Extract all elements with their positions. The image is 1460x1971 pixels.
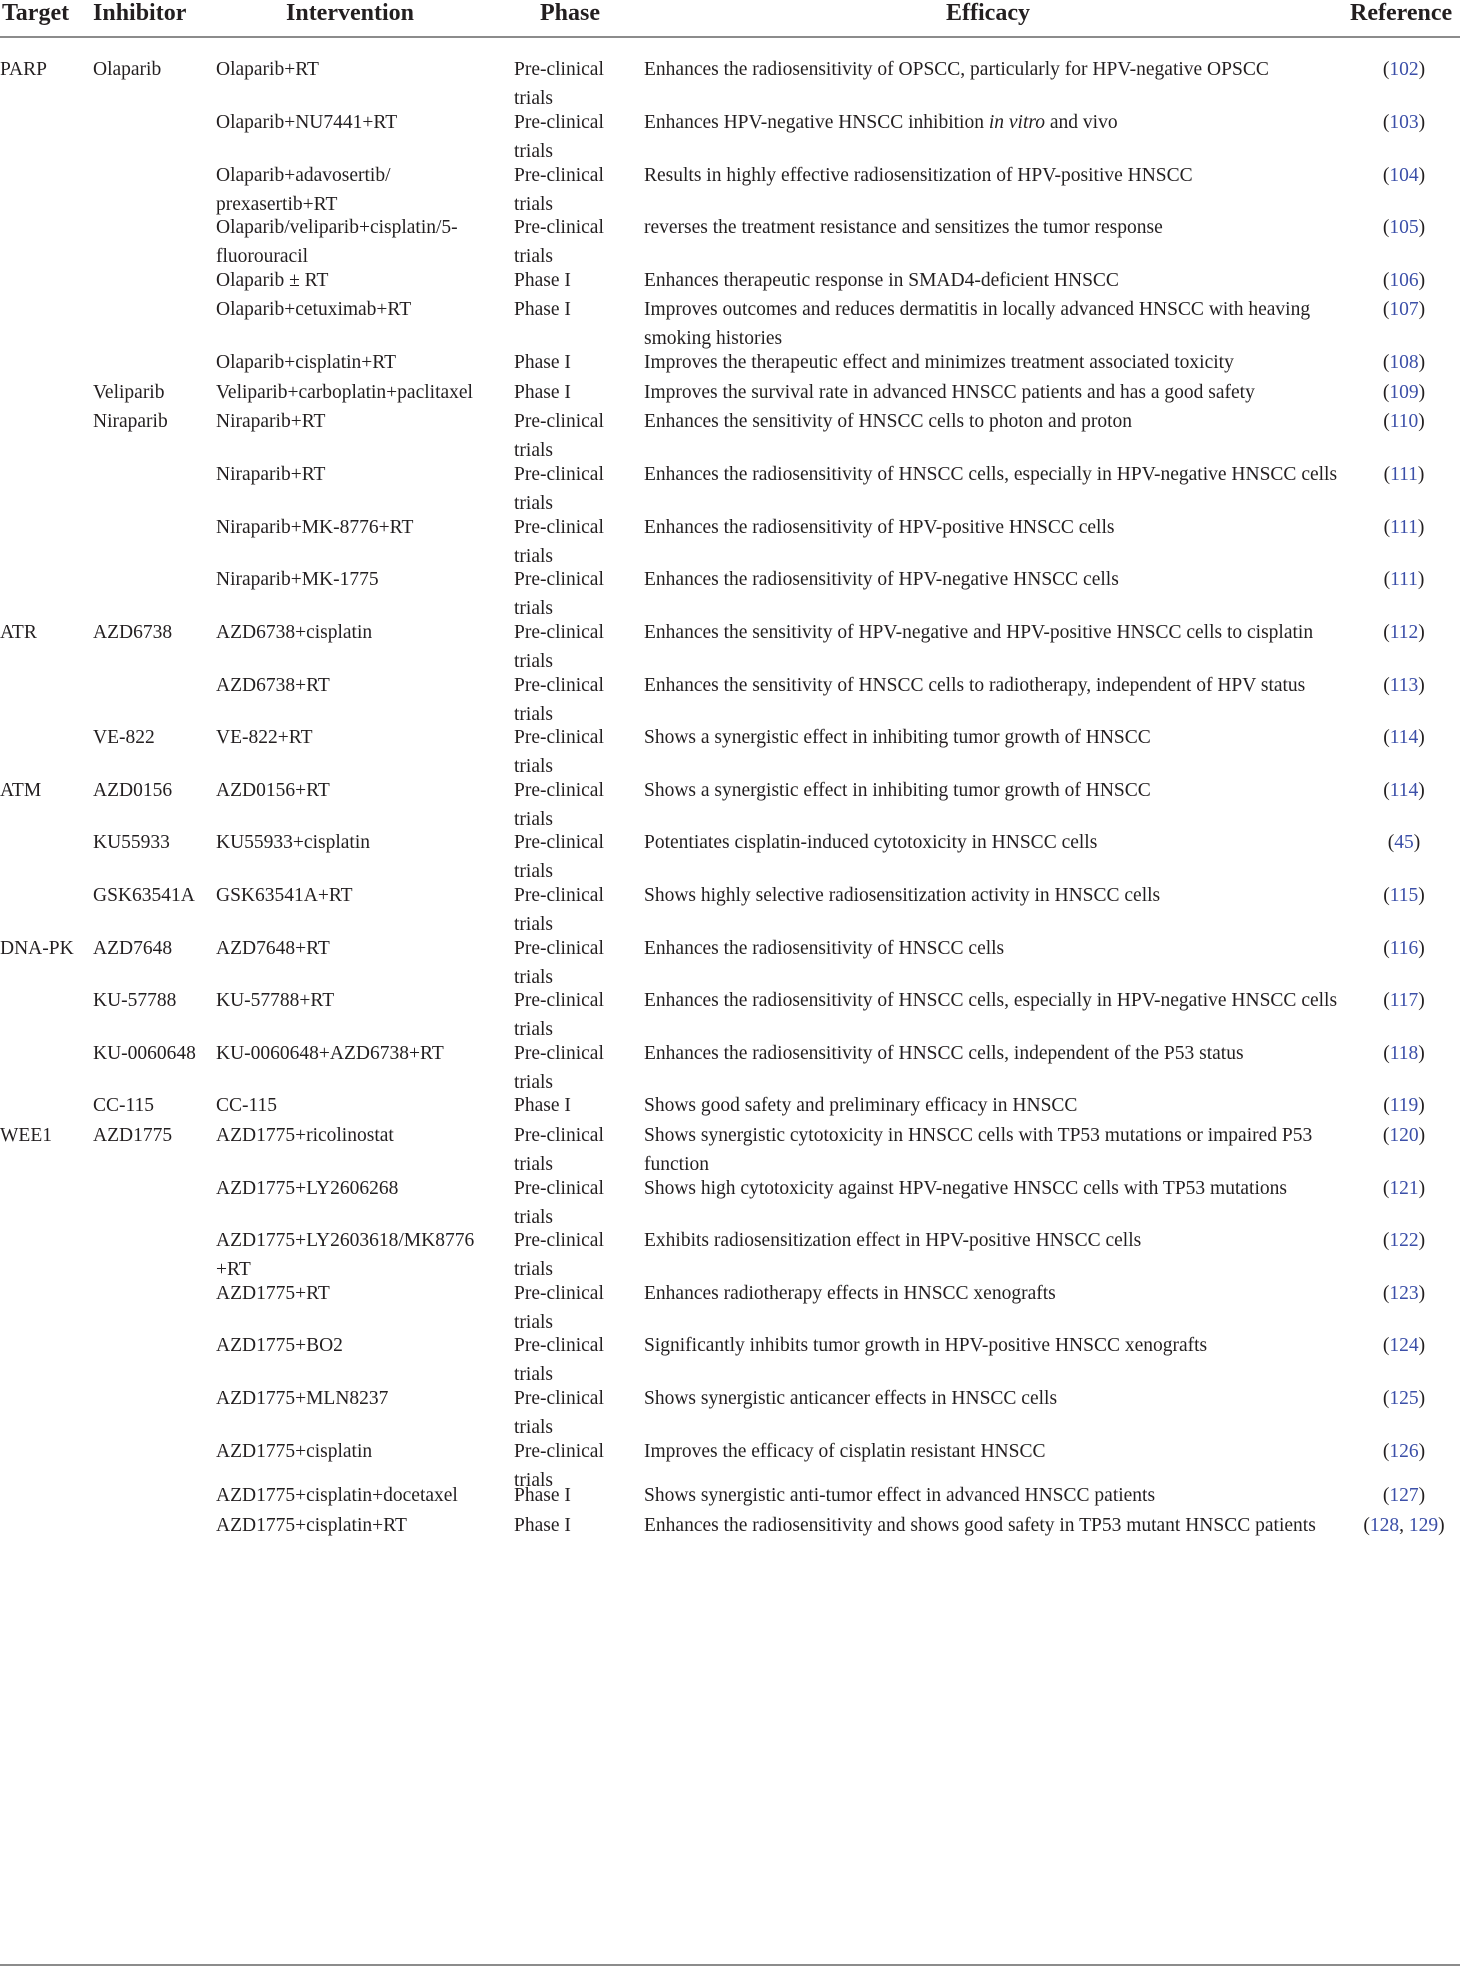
- reference-link[interactable]: 121: [1389, 1178, 1419, 1199]
- efficacy-cell-text: Enhances the sensitivity of HPV-negative and HPV-positive HNSCC cells to cisplatin: [644, 622, 1314, 643]
- phase-cell-text: Phase I: [514, 1485, 571, 1506]
- phase-cell-text: Pre-clinical trials: [514, 885, 604, 935]
- phase-cell: [514, 723, 634, 781]
- reference-link[interactable]: 119: [1389, 1095, 1419, 1116]
- intervention-cell: [216, 565, 506, 594]
- inhibitor-cell-text: Niraparib: [93, 411, 168, 432]
- efficacy-cell: [644, 1091, 1344, 1120]
- inhibitor-cell: [93, 378, 211, 407]
- intervention-cell: [216, 55, 506, 84]
- reference-cell: (121): [1382, 1178, 1426, 1199]
- reference-cell: (118): [1383, 1043, 1425, 1064]
- efficacy-cell-text: Enhances radiotherapy effects in HNSCC xenografts: [644, 1283, 1056, 1304]
- intervention-cell: [216, 1331, 506, 1360]
- header-phase: Phase: [540, 0, 600, 26]
- reference-cell: (115): [1383, 885, 1425, 906]
- efficacy-cell-text: Enhances the radiosensitivity of HPV-positive HNSCC cells: [644, 517, 1115, 538]
- efficacy-cell: [644, 565, 1344, 594]
- inhibitor-cell-text: CC-115: [93, 1095, 155, 1116]
- reference-cell: (106): [1382, 270, 1426, 291]
- intervention-cell: [216, 934, 506, 963]
- inhibitor-cell-text: KU-0060648: [93, 1043, 196, 1064]
- efficacy-cell-text: Shows high cytotoxicity against HPV-negative HNSCC cells with TP53 mutations: [644, 1178, 1287, 1199]
- reference-link[interactable]: 127: [1389, 1485, 1419, 1506]
- efficacy-cell: [644, 1511, 1344, 1540]
- phase-cell: [514, 55, 634, 113]
- reference-link[interactable]: 111: [1390, 464, 1418, 485]
- reference-link[interactable]: 128: [1369, 1515, 1400, 1536]
- efficacy-cell-text: Enhances the radiosensitivity of HNSCC cells, especially in HPV-negative HNSCC cells: [644, 990, 1338, 1011]
- efficacy-cell: [644, 348, 1344, 377]
- efficacy-cell-text: Enhances the radiosensitivity of OPSCC, particularly for HPV-negative OPSCC: [644, 59, 1269, 80]
- efficacy-cell: [644, 1039, 1344, 1068]
- intervention-cell: [216, 378, 506, 407]
- header-intervention: Intervention: [286, 0, 414, 26]
- efficacy-cell-text: Enhances the radiosensitivity and shows good safety in TP53 mutant HNSCC patients: [644, 1515, 1316, 1536]
- intervention-cell: [216, 1174, 506, 1203]
- inhibitor-cell: [93, 776, 211, 805]
- intervention-cell: [216, 881, 506, 910]
- intervention-cell-text: KU-57788+RT: [216, 990, 335, 1011]
- intervention-cell: [216, 776, 506, 805]
- phase-cell-text: Pre-clinical trials: [514, 938, 604, 988]
- phase-cell: [514, 295, 634, 324]
- inhibitor-cell-text: VE-822: [93, 727, 155, 748]
- phase-cell: [514, 1481, 634, 1510]
- efficacy-cell: [644, 618, 1344, 647]
- intervention-cell: [216, 723, 506, 752]
- phase-cell-text: Pre-clinical trials: [514, 780, 604, 830]
- target-cell-text: ATR: [0, 622, 37, 643]
- intervention-cell: [216, 161, 506, 219]
- efficacy-cell-text: Significantly inhibits tumor growth in HPV-positive HNSCC xenografts: [644, 1335, 1208, 1356]
- intervention-cell: [216, 266, 506, 295]
- reference-link[interactable]: 123: [1389, 1283, 1419, 1304]
- inhibitor-cell-text: AZD7648: [93, 938, 173, 959]
- phase-cell: [514, 565, 634, 623]
- efficacy-cell-text: Enhances the radiosensitivity of HNSCC cells, especially in HPV-negative HNSCC cells: [644, 464, 1338, 485]
- efficacy-cell: [644, 55, 1344, 84]
- intervention-cell: [216, 295, 506, 324]
- reference-link[interactable]: 45: [1394, 832, 1414, 853]
- phase-cell: [514, 1091, 634, 1120]
- intervention-cell-text: Olaparib/veliparib+cisplatin/5-fluorouracil: [216, 217, 458, 267]
- intervention-cell-text: Olaparib+NU7441+RT: [216, 112, 398, 133]
- efficacy-cell-text: Enhances the radiosensitivity of HNSCC cells, independent of the P53 status: [644, 1043, 1244, 1064]
- efficacy-cell: [644, 407, 1344, 436]
- phase-cell: [514, 213, 634, 271]
- phase-cell: [514, 407, 634, 465]
- reference-link[interactable]: 103: [1389, 112, 1419, 133]
- phase-cell-text: Pre-clinical trials: [514, 59, 604, 109]
- intervention-cell-text: Olaparib+RT: [216, 59, 319, 80]
- reference-link[interactable]: 104: [1389, 165, 1419, 186]
- inhibitor-cell: [93, 1121, 211, 1150]
- intervention-cell: [216, 1226, 506, 1284]
- intervention-cell-text: AZD1775+cisplatin+RT: [216, 1515, 407, 1536]
- inhibitor-cell: [93, 828, 211, 857]
- efficacy-cell-text: Shows good safety and preliminary efficacy in HNSCC: [644, 1095, 1078, 1116]
- reference-link[interactable]: 113: [1389, 675, 1419, 696]
- reference-link[interactable]: 107: [1389, 299, 1419, 320]
- intervention-cell: [216, 1121, 506, 1150]
- intervention-cell-text: AZD1775+cisplatin: [216, 1441, 373, 1462]
- inhibitor-cell-text: AZD6738: [93, 622, 173, 643]
- intervention-cell-text: AZD0156+RT: [216, 780, 330, 801]
- target-cell-text: DNA-PK: [0, 938, 74, 959]
- reference-cell: (109): [1382, 382, 1426, 403]
- phase-cell-text: Pre-clinical trials: [514, 569, 604, 619]
- efficacy-cell: [644, 1279, 1344, 1308]
- header-inhibitor: Inhibitor: [93, 0, 187, 26]
- efficacy-cell-text: Improves the survival rate in advanced HNSCC patients and has a good safety: [644, 382, 1255, 403]
- inhibitor-cell: [93, 55, 211, 84]
- intervention-cell-text: Veliparib+carboplatin+paclitaxel: [216, 382, 473, 403]
- reference-link[interactable]: 102: [1389, 59, 1419, 80]
- target-cell: [0, 618, 88, 647]
- reference-cell: (112): [1383, 622, 1425, 643]
- intervention-cell-text: GSK63541A+RT: [216, 885, 353, 906]
- intervention-cell-text: Olaparib+cetuximab+RT: [216, 299, 412, 320]
- efficacy-cell: [644, 1437, 1344, 1466]
- phase-cell: [514, 1279, 634, 1337]
- intervention-cell-text: AZD6738+RT: [216, 675, 330, 696]
- efficacy-cell-text: Shows synergistic cytotoxicity in HNSCC cells with TP53 mutations or impaired P53 function: [644, 1125, 1313, 1175]
- efficacy-cell: [644, 213, 1344, 242]
- phase-cell-text: Pre-clinical trials: [514, 1283, 604, 1333]
- phase-cell: [514, 513, 634, 571]
- efficacy-cell-text: reverses the treatment resistance and sensitizes the tumor response: [644, 217, 1163, 238]
- reference-cell: (127): [1382, 1485, 1426, 1506]
- reference-cell: (122): [1382, 1230, 1426, 1251]
- reference-link[interactable]: 126: [1389, 1441, 1419, 1462]
- reference-cell: (110): [1383, 411, 1425, 432]
- reference-cell: (116): [1383, 938, 1425, 959]
- efficacy-cell: [644, 266, 1344, 295]
- phase-cell: [514, 986, 634, 1044]
- reference-cell: (102): [1382, 59, 1426, 80]
- target-cell-text: PARP: [0, 59, 47, 80]
- efficacy-cell: [644, 828, 1344, 857]
- target-cell: [0, 1121, 88, 1150]
- phase-cell-text: Pre-clinical trials: [514, 622, 604, 672]
- intervention-cell-text: KU55933+cisplatin: [216, 832, 370, 853]
- target-cell: [0, 934, 88, 963]
- phase-cell-text: Pre-clinical trials: [514, 832, 604, 882]
- phase-cell-text: Pre-clinical trials: [514, 1335, 604, 1385]
- phase-cell: [514, 1384, 634, 1442]
- efficacy-cell-text: Improves outcomes and reduces dermatitis in locally advanced HNSCC with heaving smoking histories: [644, 299, 1311, 349]
- reference-cell: (117): [1383, 990, 1425, 1011]
- target-cell-text: WEE1: [0, 1125, 52, 1146]
- phase-cell: [514, 881, 634, 939]
- intervention-cell-text: KU-0060648+AZD6738+RT: [216, 1043, 444, 1064]
- inhibitor-cell: [93, 1039, 211, 1068]
- reference-link[interactable]: 118: [1389, 1043, 1419, 1064]
- phase-cell-text: Pre-clinical trials: [514, 1178, 604, 1228]
- efficacy-cell: [644, 986, 1344, 1015]
- efficacy-cell-text: Enhances HPV-negative HNSCC inhibition: [644, 112, 984, 133]
- reference-link[interactable]: 122: [1389, 1230, 1419, 1251]
- phase-cell-text: Phase I: [514, 352, 571, 373]
- efficacy-cell-text: Improves the therapeutic effect and minimizes treatment associated toxicity: [644, 352, 1234, 373]
- phase-cell: [514, 1331, 634, 1389]
- intervention-cell-text: VE-822+RT: [216, 727, 313, 748]
- phase-cell: [514, 671, 634, 729]
- efficacy-cell: [644, 295, 1344, 353]
- efficacy-cell: [644, 1481, 1344, 1510]
- header-target: Target: [2, 0, 70, 26]
- phase-cell-text: Pre-clinical trials: [514, 1043, 604, 1093]
- target-cell: [0, 55, 88, 84]
- phase-cell-text: Phase I: [514, 382, 571, 403]
- intervention-cell: [216, 108, 506, 137]
- efficacy-cell-text: Shows a synergistic effect in inhibiting tumor growth of HNSCC: [644, 780, 1151, 801]
- reference-cell: (105): [1382, 217, 1426, 238]
- phase-cell-text: Pre-clinical trials: [514, 517, 604, 567]
- reference-link[interactable]: 116: [1389, 938, 1419, 959]
- intervention-cell-text: AZD6738+cisplatin: [216, 622, 373, 643]
- intervention-cell: [216, 618, 506, 647]
- efficacy-italic: in vitro: [988, 112, 1045, 133]
- efficacy-cell-text: Enhances the sensitivity of HNSCC cells to radiotherapy, independent of HPV status: [644, 675, 1306, 696]
- inhibitor-cell-text: GSK63541A: [93, 885, 195, 906]
- phase-cell-text: Pre-clinical trials: [514, 990, 604, 1040]
- phase-cell: [514, 1039, 634, 1097]
- efficacy-cell: [644, 378, 1344, 407]
- reference-link[interactable]: 115: [1389, 885, 1419, 906]
- reference-cell: (107): [1382, 299, 1426, 320]
- intervention-cell: [216, 1511, 506, 1540]
- reference-link[interactable]: 109: [1389, 382, 1419, 403]
- inhibitor-cell-text: KU-57788: [93, 990, 177, 1011]
- reference-link[interactable]: 125: [1389, 1388, 1419, 1409]
- reference-link[interactable]: 114: [1389, 780, 1419, 801]
- reference-link[interactable]: 106: [1389, 270, 1419, 291]
- efficacy-cell: [644, 460, 1344, 489]
- efficacy-cell: [644, 513, 1344, 542]
- phase-cell-text: Pre-clinical trials: [514, 1125, 604, 1175]
- phase-cell: [514, 828, 634, 886]
- inhibitor-cell: [93, 881, 211, 910]
- header-efficacy: Efficacy: [946, 0, 1030, 26]
- reference-cell: (128, 129): [1363, 1515, 1445, 1536]
- inhibitor-cell: [93, 407, 211, 436]
- intervention-cell-text: AZD1775+LY2603618/MK8776 +RT: [216, 1230, 475, 1280]
- phase-cell-text: Phase I: [514, 270, 571, 291]
- inhibitor-cell-text: KU55933: [93, 832, 170, 853]
- reference-cell: (125): [1382, 1388, 1426, 1409]
- intervention-cell-text: AZD1775+cisplatin+docetaxel: [216, 1485, 458, 1506]
- reference-cell: (119): [1383, 1095, 1425, 1116]
- reference-cell: (113): [1383, 675, 1425, 696]
- intervention-cell-text: Niraparib+RT: [216, 464, 326, 485]
- inhibitor-cell: [93, 1091, 211, 1120]
- efficacy-cell-text: Shows synergistic anticancer effects in HNSCC cells: [644, 1388, 1058, 1409]
- reference-link[interactable]: 117: [1389, 990, 1419, 1011]
- intervention-cell: [216, 1091, 506, 1120]
- phase-cell-text: Phase I: [514, 1095, 571, 1116]
- phase-cell-text: Pre-clinical trials: [514, 217, 604, 267]
- target-cell-text: ATM: [0, 780, 42, 801]
- phase-cell-text: Phase I: [514, 1515, 571, 1536]
- reference-cell: (114): [1383, 727, 1425, 748]
- intervention-cell-text: Niraparib+RT: [216, 411, 326, 432]
- efficacy-cell-text: Potentiates cisplatin-induced cytotoxicity in HNSCC cells: [644, 832, 1098, 853]
- intervention-cell-text: AZD1775+BO2: [216, 1335, 343, 1356]
- phase-cell-text: Pre-clinical trials: [514, 165, 604, 215]
- phase-cell: [514, 776, 634, 834]
- efficacy-tail: and vivo: [1045, 112, 1118, 133]
- reference-link[interactable]: 114: [1389, 727, 1419, 748]
- phase-cell: [514, 460, 634, 518]
- intervention-cell: [216, 671, 506, 700]
- efficacy-cell: [644, 1174, 1344, 1203]
- efficacy-cell-text: Improves the efficacy of cisplatin resistant HNSCC: [644, 1441, 1046, 1462]
- reference-link[interactable]: 112: [1389, 622, 1419, 643]
- intervention-cell-text: Olaparib ± RT: [216, 270, 329, 291]
- phase-cell-text: Pre-clinical trials: [514, 112, 604, 162]
- phase-cell-text: Pre-clinical trials: [514, 1441, 604, 1491]
- inhibitor-cell: [93, 934, 211, 963]
- intervention-cell: [216, 513, 506, 542]
- phase-cell: [514, 934, 634, 992]
- phase-cell: [514, 266, 634, 295]
- intervention-cell: [216, 1437, 506, 1466]
- efficacy-cell: [644, 1331, 1344, 1360]
- intervention-cell-text: Niraparib+MK-8776+RT: [216, 517, 414, 538]
- phase-cell-text: Pre-clinical trials: [514, 464, 604, 514]
- phase-cell: [514, 161, 634, 219]
- reference-link[interactable]: 110: [1389, 411, 1419, 432]
- efficacy-cell: [644, 108, 1344, 137]
- efficacy-cell-text: Enhances the radiosensitivity of HPV-negative HNSCC cells: [644, 569, 1119, 590]
- reference-link[interactable]: 129: [1408, 1515, 1439, 1536]
- intervention-cell: [216, 986, 506, 1015]
- intervention-cell: [216, 407, 506, 436]
- reference-link[interactable]: 111: [1390, 569, 1418, 590]
- inhibitor-cell: [93, 723, 211, 752]
- reference-cell: (124): [1382, 1335, 1426, 1356]
- reference-cell: (108): [1382, 352, 1426, 373]
- intervention-cell-text: AZD1775+RT: [216, 1283, 330, 1304]
- efficacy-cell: [644, 881, 1344, 910]
- target-cell: [0, 776, 88, 805]
- reference-cell: (111): [1383, 464, 1425, 485]
- inhibitor-cell: [93, 986, 211, 1015]
- reference-cell: (104): [1382, 165, 1426, 186]
- efficacy-cell-text: Enhances the sensitivity of HNSCC cells to photon and proton: [644, 411, 1132, 432]
- inhibitor-cell: [93, 618, 211, 647]
- efficacy-cell-text: Shows a synergistic effect in inhibiting tumor growth of HNSCC: [644, 727, 1151, 748]
- phase-cell-text: Pre-clinical trials: [514, 727, 604, 777]
- efficacy-cell: [644, 161, 1344, 190]
- phase-cell-text: Phase I: [514, 299, 571, 320]
- bottom-rule: [0, 1964, 1460, 1966]
- reference-link[interactable]: 108: [1389, 352, 1419, 373]
- inhibitor-cell-text: AZD0156: [93, 780, 173, 801]
- intervention-cell-text: AZD1775+LY2606268: [216, 1178, 399, 1199]
- inhibitor-cell-text: AZD1775: [93, 1125, 173, 1146]
- intervention-cell-text: Niraparib+MK-1775: [216, 569, 379, 590]
- efficacy-cell-text: Shows highly selective radiosensitization activity in HNSCC cells: [644, 885, 1161, 906]
- reference-cell: (111): [1383, 517, 1425, 538]
- phase-cell: [514, 1121, 634, 1179]
- reference-cell: (103): [1382, 112, 1426, 133]
- reference-cell: (111): [1383, 569, 1425, 590]
- efficacy-cell-text: Enhances the radiosensitivity of HNSCC cells: [644, 938, 1005, 959]
- phase-cell-text: Pre-clinical trials: [514, 1388, 604, 1438]
- phase-cell: [514, 1511, 634, 1540]
- phase-cell: [514, 1174, 634, 1232]
- reference-link[interactable]: 111: [1390, 517, 1418, 538]
- phase-cell-text: Pre-clinical trials: [514, 675, 604, 725]
- reference-link[interactable]: 105: [1389, 217, 1419, 238]
- phase-cell-text: Pre-clinical trials: [514, 1230, 604, 1280]
- reference-cell: (120): [1382, 1125, 1426, 1146]
- reference-link[interactable]: 124: [1389, 1335, 1419, 1356]
- efficacy-cell-text: Results in highly effective radiosensitization of HPV-positive HNSCC: [644, 165, 1193, 186]
- intervention-cell: [216, 1039, 506, 1068]
- intervention-cell: [216, 213, 506, 271]
- phase-cell: [514, 348, 634, 377]
- header-reference: Reference: [1350, 0, 1453, 26]
- intervention-cell-text: Olaparib+cisplatin+RT: [216, 352, 397, 373]
- intervention-cell-text: Olaparib+adavosertib/ prexasertib+RT: [216, 165, 391, 215]
- efficacy-cell: [644, 1121, 1344, 1179]
- phase-cell: [514, 108, 634, 166]
- intervention-cell-text: CC-115: [216, 1095, 278, 1116]
- reference-cell: (45): [1387, 832, 1421, 853]
- intervention-cell-text: AZD1775+MLN8237: [216, 1388, 389, 1409]
- efficacy-cell: [644, 1384, 1344, 1413]
- intervention-cell: [216, 1481, 506, 1510]
- phase-cell: [514, 1226, 634, 1284]
- phase-cell: [514, 618, 634, 676]
- phase-cell-text: Pre-clinical trials: [514, 411, 604, 461]
- efficacy-cell: [644, 671, 1344, 700]
- efficacy-cell: [644, 1226, 1344, 1255]
- inhibitor-cell-text: Olaparib: [93, 59, 162, 80]
- efficacy-cell-text: Exhibits radiosensitization effect in HPV-positive HNSCC cells: [644, 1230, 1142, 1251]
- phase-cell: [514, 378, 634, 407]
- reference-cell: (123): [1382, 1283, 1426, 1304]
- intervention-cell: [216, 460, 506, 489]
- intervention-cell: [216, 348, 506, 377]
- intervention-cell-text: AZD7648+RT: [216, 938, 330, 959]
- reference-cell: (126): [1382, 1441, 1426, 1462]
- reference-link[interactable]: 120: [1389, 1125, 1419, 1146]
- efficacy-cell: [644, 776, 1344, 805]
- reference-cell: (114): [1383, 780, 1425, 801]
- header-rule: [0, 36, 1460, 38]
- efficacy-cell: [644, 934, 1344, 963]
- efficacy-cell-text: Shows synergistic anti-tumor effect in advanced HNSCC patients: [644, 1485, 1156, 1506]
- intervention-cell: [216, 1384, 506, 1413]
- intervention-cell-text: AZD1775+ricolinostat: [216, 1125, 394, 1146]
- inhibitor-cell-text: Veliparib: [93, 382, 165, 403]
- intervention-cell: [216, 828, 506, 857]
- efficacy-cell-text: Enhances therapeutic response in SMAD4-deficient HNSCC: [644, 270, 1119, 291]
- intervention-cell: [216, 1279, 506, 1308]
- efficacy-cell: [644, 723, 1344, 752]
